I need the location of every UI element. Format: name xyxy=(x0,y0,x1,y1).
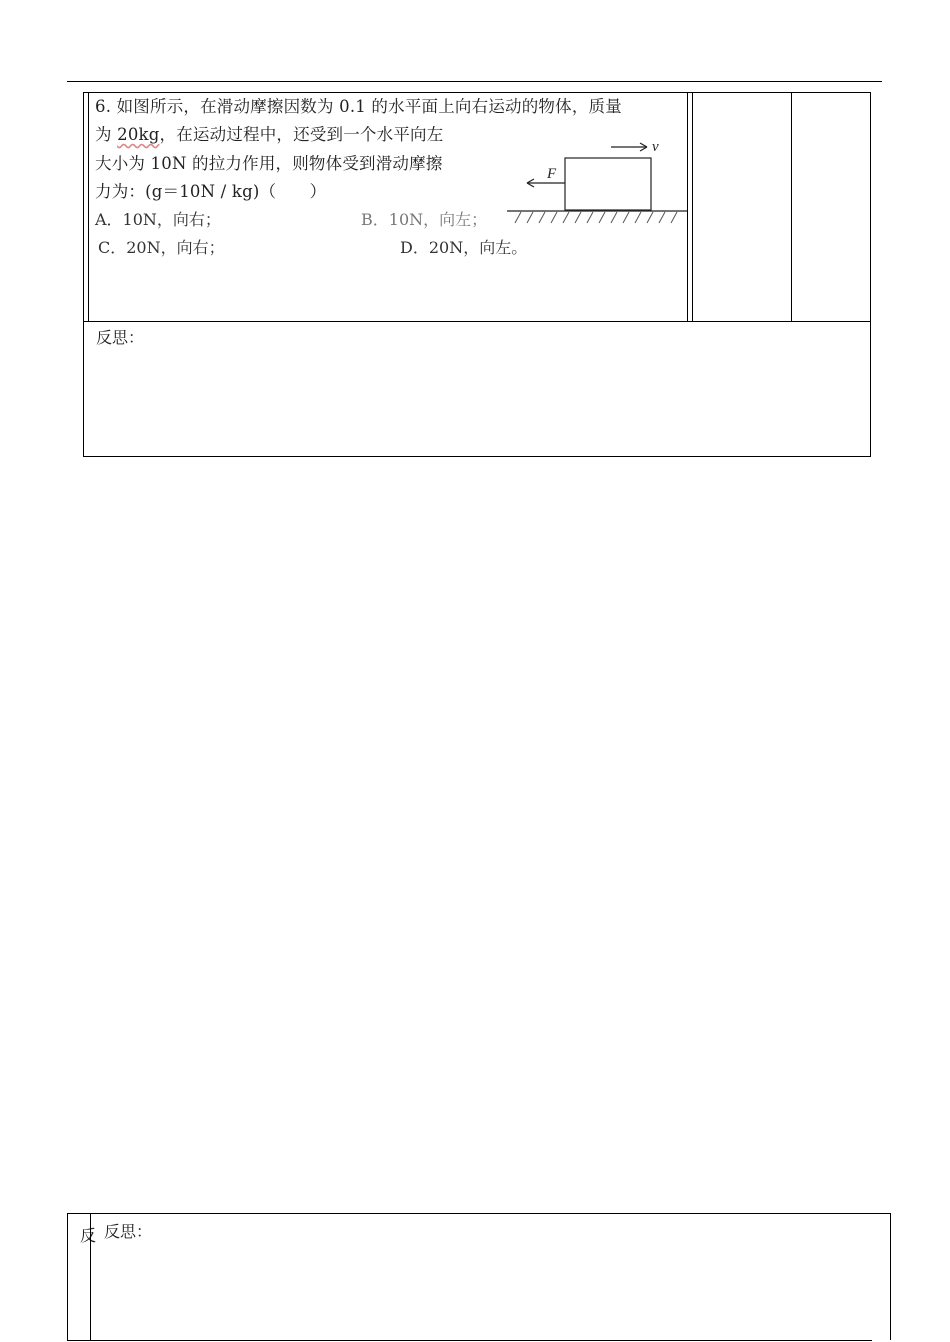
option-a: A．10N，向右； xyxy=(95,210,221,229)
header-rule xyxy=(67,81,882,82)
reflection-label: 反思： xyxy=(96,328,145,347)
question-table xyxy=(83,92,871,457)
question-line-3: 大小为 10N 的拉力作用，则物体受到滑动摩擦 xyxy=(95,154,443,173)
clipped-label: 反 xyxy=(80,1226,97,1245)
option-b: B．10N，向左； xyxy=(361,210,488,229)
block xyxy=(565,158,651,210)
reflection-table xyxy=(67,1213,891,1340)
velocity-label: v xyxy=(652,139,659,155)
question-row xyxy=(84,93,870,322)
question-line-2-prefix: 为 xyxy=(95,125,118,144)
reflection-label-2: 反思： xyxy=(104,1222,153,1241)
question-line-4: 力为：(g＝10N / kg)（ ） xyxy=(95,182,327,201)
column-divider-1 xyxy=(692,93,693,321)
column-divider xyxy=(90,1214,91,1341)
question-line-2-suffix: ，在运动过程中，还受到一个水平向左 xyxy=(159,125,444,144)
force-diagram xyxy=(507,133,691,233)
mass-value: 20kg xyxy=(117,125,160,144)
column-divider-2 xyxy=(791,93,792,321)
option-c: C．20N，向右； xyxy=(98,238,225,257)
question-line-2 xyxy=(95,125,443,145)
table-bottom-rule xyxy=(67,1340,872,1341)
ground-hatching xyxy=(515,212,677,223)
question-cell xyxy=(88,93,688,321)
question-line-1: 6. 如图所示，在滑动摩擦因数为 0.1 的水平面上向右运动的物体，质量 xyxy=(95,97,622,116)
option-d: D．20N，向左。 xyxy=(400,238,528,257)
force-label: F xyxy=(547,166,557,182)
